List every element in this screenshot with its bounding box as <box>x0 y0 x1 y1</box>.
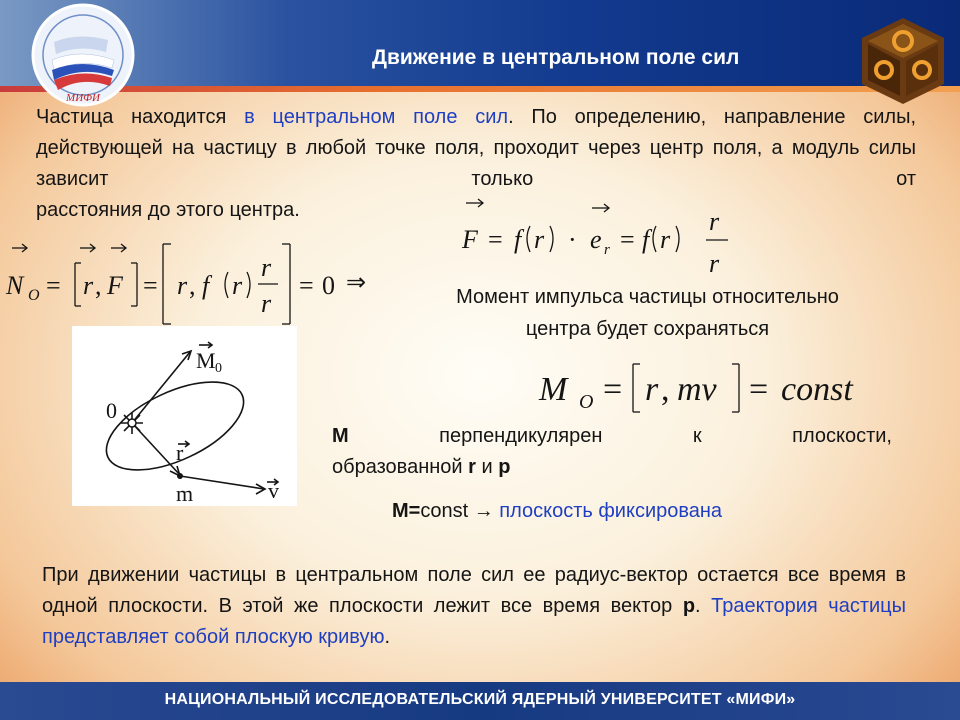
svg-text:e: e <box>590 225 602 254</box>
svg-text:,: , <box>95 271 102 300</box>
r-vector-label: r <box>176 440 184 465</box>
svg-text:r: r <box>83 271 94 300</box>
momentum-equation <box>535 358 880 422</box>
svg-text:=: = <box>46 271 61 300</box>
svg-text:r: r <box>534 225 545 254</box>
svg-text:const: const <box>781 371 853 408</box>
perpendicular-statement <box>332 421 892 483</box>
svg-text:r: r <box>709 249 720 278</box>
svg-text:0: 0 <box>322 271 335 300</box>
origin-label: 0 <box>106 398 117 423</box>
svg-text:O: O <box>579 391 594 413</box>
cube-emblem <box>858 16 948 106</box>
header-bar <box>0 0 960 92</box>
svg-text:r: r <box>709 207 720 236</box>
perp-p: p <box>498 456 511 478</box>
svg-text:f: f <box>514 225 522 254</box>
perp-word-2: перпендикулярен <box>439 425 603 447</box>
conclusion-text: При движении частицы в центральном поле сил ее радиус-вектор остается все время в одной плоскости. В этой же плоскости лежит все время вектор <box>42 564 906 617</box>
implies-symbol: ⇒ <box>346 269 367 296</box>
svg-text:,: , <box>189 271 196 300</box>
footer-bar <box>0 682 960 720</box>
force-equation <box>452 196 742 286</box>
svg-text:M: M <box>539 371 568 408</box>
svg-text:=: = <box>299 271 314 300</box>
m0-subscript: 0 <box>215 361 222 376</box>
conclusion-highlight-2: плоскую кривую <box>234 626 385 648</box>
svg-text:f: f <box>642 225 650 254</box>
conclusion-paragraph <box>42 560 906 653</box>
svg-text:f: f <box>202 271 210 300</box>
svg-text:МИФИ: МИФИ <box>66 92 100 104</box>
svg-text:=: = <box>603 371 623 408</box>
svg-text:N: N <box>6 271 24 300</box>
velocity-label: v <box>268 478 279 503</box>
intro-last-line: расстояния до этого центра. <box>36 199 300 221</box>
svg-text:F: F <box>462 225 478 254</box>
perp-word-4: плоскости, <box>792 425 892 447</box>
mass-label: m <box>176 481 194 506</box>
svg-text:r: r <box>232 271 243 300</box>
svg-text:mv: mv <box>677 371 717 408</box>
university-logo <box>30 2 136 108</box>
svg-text:r: r <box>261 289 272 318</box>
svg-text:=: = <box>488 225 503 254</box>
svg-text:·: · <box>568 225 577 254</box>
perp-line-2: образованной <box>332 456 469 478</box>
intro-suffix: . По определению, направление силы, действующей на частицу в любой точке поля, проходит через центр поля, а модуль силы зависит только от <box>36 106 916 190</box>
m0-label: M <box>196 348 216 373</box>
mconst-bold: М= <box>392 500 421 522</box>
conclusion-p: р <box>682 595 696 617</box>
moment-text <box>390 281 905 345</box>
torque-equation <box>0 232 390 332</box>
svg-text:r: r <box>660 225 671 254</box>
intro-paragraph <box>36 102 916 195</box>
svg-text:F: F <box>107 271 123 300</box>
moment-line-2: центра будет сохраняться <box>525 318 770 340</box>
conclusion-after-p: . <box>695 595 712 617</box>
perp-and: и <box>475 456 499 478</box>
svg-text:r: r <box>645 371 659 408</box>
conclusion-end: . <box>384 626 391 648</box>
slide-title: Движение в центральном поле сил <box>372 46 740 69</box>
svg-text:=: = <box>620 225 635 254</box>
header-accent-line <box>0 86 960 92</box>
svg-text:r: r <box>261 253 272 282</box>
intro-highlight: в центральном поле сил <box>244 106 509 128</box>
perp-m: М <box>332 425 349 447</box>
mconst-statement <box>392 500 722 523</box>
svg-text:=: = <box>749 371 769 408</box>
mconst-highlight: плоскость фиксирована <box>499 500 723 522</box>
svg-text:r: r <box>177 271 188 300</box>
footer-text: НАЦИОНАЛЬНЫЙ ИССЛЕДОВАТЕЛЬСКИЙ ЯДЕРНЫЙ УНИВЕРСИТЕТ «МИФИ» <box>164 691 796 708</box>
orbit-diagram <box>72 326 297 506</box>
perp-word-3: к <box>692 425 702 447</box>
svg-text:r: r <box>604 242 610 258</box>
mconst-plain: const → <box>420 500 500 522</box>
svg-text:=: = <box>143 271 158 300</box>
perp-r: r <box>468 456 476 478</box>
conclusion-highlight-1: Траектория частицы представляет собой <box>42 595 906 648</box>
svg-text:O: O <box>28 287 40 304</box>
svg-text:,: , <box>661 371 670 408</box>
intro-prefix: Частица находится <box>36 106 245 128</box>
moment-line-1: Момент импульса частицы относительно <box>456 286 839 308</box>
